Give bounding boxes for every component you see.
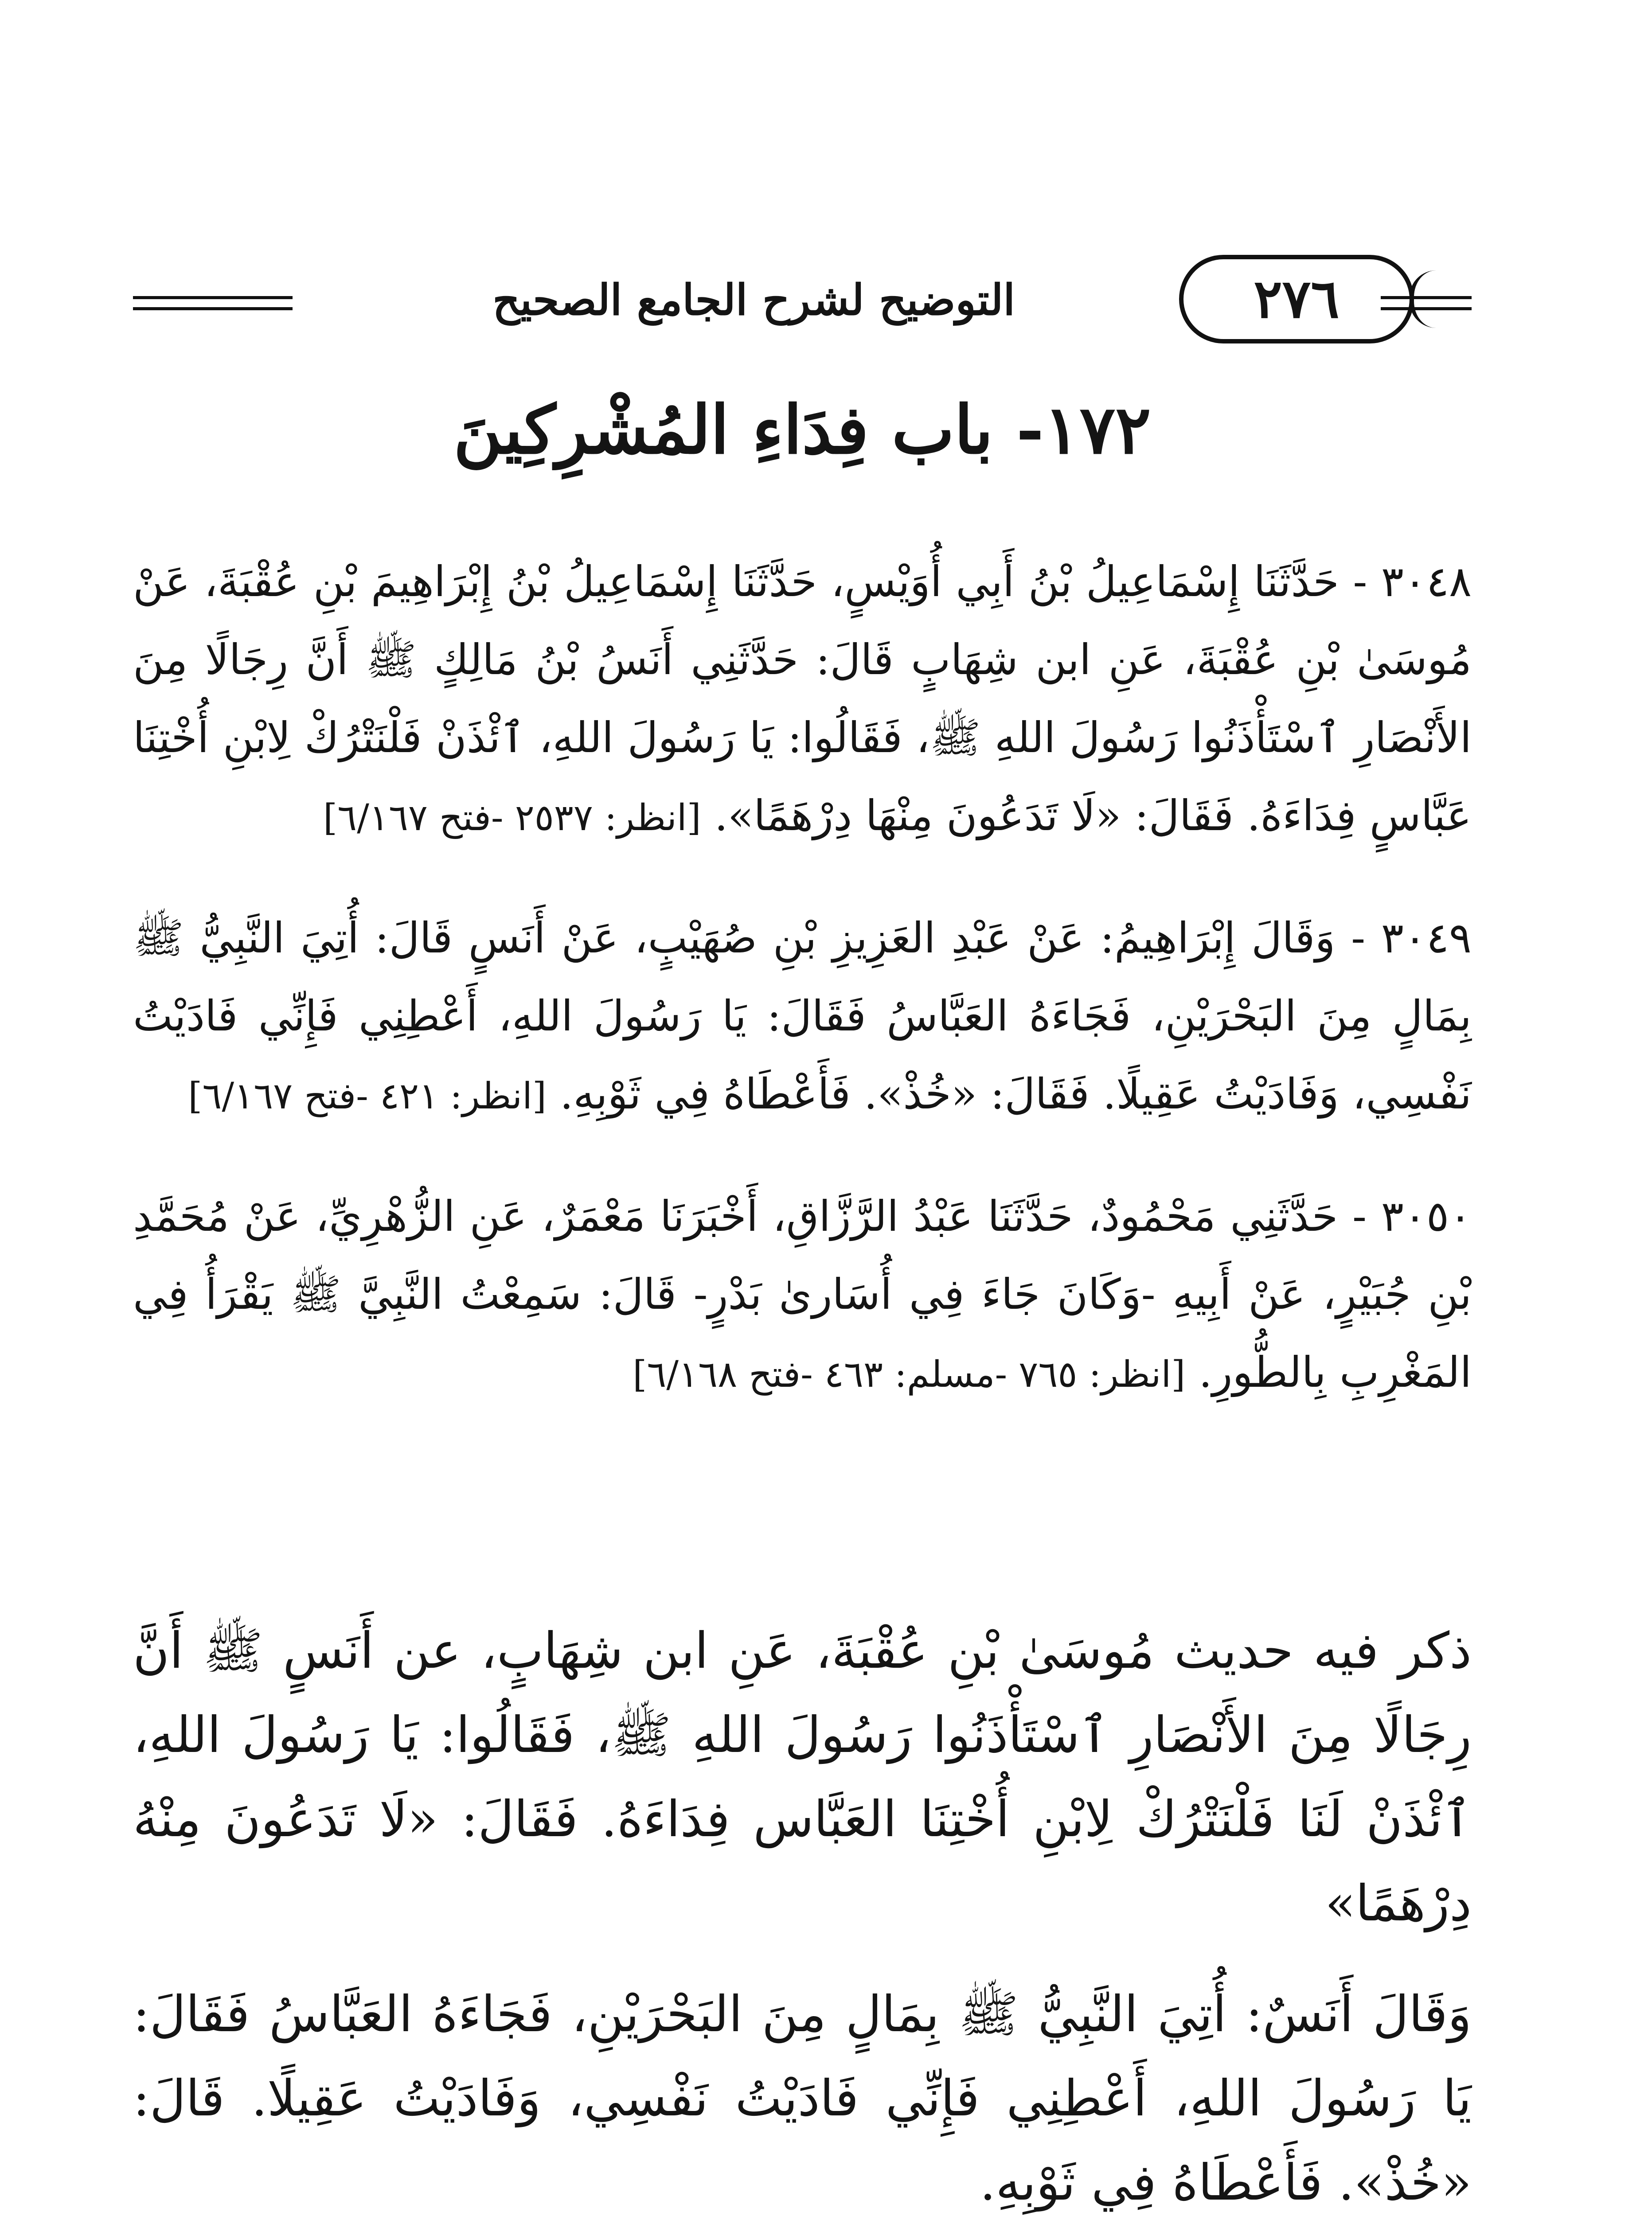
- hadith-number: ٣٠٥٠: [1381, 1192, 1472, 1241]
- hadith-dash: -: [1338, 1192, 1367, 1241]
- hadith-number: ٣٠٤٩: [1381, 914, 1472, 963]
- hadith-number: ٣٠٤٨: [1381, 558, 1472, 606]
- hadith-text: حَدَّثَنِي مَحْمُودٌ، حَدَّثَنَا عَبْدُ الرَّزَّاقِ، أَخْبَرَنَا مَعْمَرٌ، عَنِ الزُّهْرِيِّ، عَنْ مُحَمَّدِ بْنِ جُبَيْرٍ، عَنْ أَبِيهِ -وَكَانَ جَاءَ فِي أُسَارىٰ بَدْرٍ- قَالَ: سَمِعْتُ النَّبِيَّ ﷺ يَقْرَأُ فِي المَغْرِبِ بِالطُّورِ.: [133, 1192, 1472, 1397]
- hadith-entry: [133, 1178, 1472, 1414]
- running-title: التوضيح لشرح الجامع الصحيح: [492, 275, 1015, 325]
- hadith-entry: [133, 899, 1472, 1135]
- chapter-title: ١٧٢- باب فِدَاءِ المُشْرِكِينَ: [453, 391, 1151, 469]
- hadith-reference: [انظر: ٢٥٣٧ -فتح ٦/١٦٧]: [323, 797, 701, 839]
- page-number-badge: [1179, 255, 1414, 343]
- hadith-text: وَقَالَ إِبْرَاهِيمُ: عَنْ عَبْدِ العَزِيزِ بْنِ صُهَيْبٍ، عَنْ أَنَسٍ قَالَ: أُتِيَ النَّبِيُّ ﷺ بِمَالٍ مِنَ البَحْرَيْنِ، فَجَاءَهُ العَبَّاسُ فَقَالَ: يَا رَسُولَ اللهِ، أَعْطِنِي فَإِنِّي فَادَيْتُ نَفْسِي، وَفَادَيْتُ عَقِيلًا. فَقَالَ: «خُذْ». فَأَعْطَاهُ فِي ثَوْبِهِ.: [133, 914, 1472, 1119]
- hadith-list: [133, 501, 1472, 1445]
- hadith-dash: -: [1339, 558, 1367, 606]
- commentary-paragraph: ذكر فيه حديث مُوسَىٰ بْنِ عُقْبَةَ، عَنِ ابن شِهَابٍ، عن أَنَسٍ ﷺ أَنَّ رِجَالًا مِنَ الأَنْصَارِ ٱسْتَأْذَنُوا رَسُولَ اللهِ ﷺ، فَقَالُوا: يَا رَسُولَ اللهِ، ٱئْذَنْ لَنَا فَلْنَتْرُكْ لِابْنِ أُخْتِنَا العَبَّاس فِدَاءَهُ. فَقَالَ: «لَا تَدَعُونَ مِنْهُ دِرْهَمًا»: [133, 1622, 1472, 1932]
- commentary-paragraph: وَقَالَ أَنَسٌ: أُتِيَ النَّبِيُّ ﷺ بِمَالٍ مِنَ البَحْرَيْنِ، فَجَاءَهُ العَبَّاسُ فَقَالَ: يَا رَسُولَ اللهِ، أَعْطِنِي فَإِنِّي فَادَيْتُ نَفْسِي، وَفَادَيْتُ عَقِيلًا. قَالَ: «خُذْ». فَأَعْطَاهُ فِي ثَوْبِهِ.: [133, 1986, 1472, 2212]
- commentary: [133, 1609, 1472, 2216]
- book-page: [133, 248, 1472, 2216]
- page-number: ٢٧٦: [1254, 268, 1340, 330]
- running-header: [133, 248, 1472, 381]
- hadith-text: حَدَّثَنَا إِسْمَاعِيلُ بْنُ أَبِي أُوَيْسٍ، حَدَّثَنَا إِسْمَاعِيلُ بْنُ إِبْرَاهِيمَ بْنِ عُقْبَةَ، عَنْ مُوسَىٰ بْنِ عُقْبَةَ، عَنِ ابن شِهَابٍ قَالَ: حَدَّثَنِي أَنَسُ بْنُ مَالِكٍ ﷺ أَنَّ رِجَالًا مِنَ الأَنْصَارِ ٱسْتَأْذَنُوا رَسُولَ اللهِ ﷺ، فَقَالُوا: يَا رَسُولَ اللهِ، ٱئْذَنْ فَلْنَتْرُكْ لِابْنِ أُخْتِنَا عَبَّاسٍ فِدَاءَهُ. فَقَالَ: «لَا تَدَعُونَ مِنْهَا دِرْهَمًا».: [133, 558, 1472, 840]
- header-rule-left: [133, 296, 293, 310]
- hadith-entry: [133, 543, 1472, 857]
- hadith-dash: -: [1335, 914, 1366, 963]
- hadith-reference: [انظر: ٤٢١ -فتح ٦/١٦٧]: [188, 1075, 547, 1117]
- hadith-reference: [انظر: ٧٦٥ -مسلم: ٤٦٣ -فتح ٦/١٦٨]: [633, 1354, 1186, 1396]
